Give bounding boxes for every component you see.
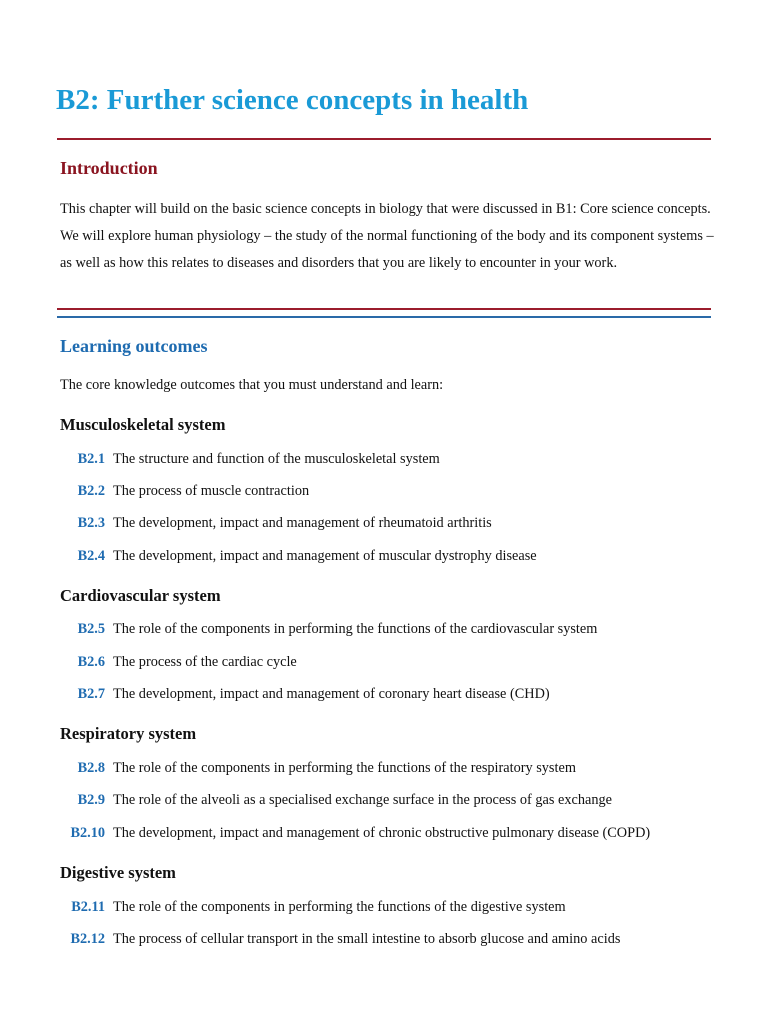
- introduction-divider-blue: [57, 316, 711, 318]
- outcome-code: B2.3: [77, 515, 105, 531]
- outcome-text: The process of cellular transport in the small intestine to absorb glucose and amino acids: [113, 931, 621, 947]
- introduction-heading: Introduction: [60, 158, 158, 178]
- introduction-text: This chapter will build on the basic science concepts in biology that were discussed in B1: Core science concepts. We will explore human physiology – the study of the normal functioning of the body and its component systems – as well as how this relates to diseases and disorders that you are likely to encounter in your work.: [60, 201, 714, 271]
- outcome-item: [0, 792, 768, 812]
- outcome-item: [0, 931, 768, 951]
- outcome-text: The role of the components in performing the functions of the digestive system: [113, 899, 566, 915]
- outcome-item: [0, 686, 768, 706]
- outcome-text: The process of the cardiac cycle: [113, 654, 297, 670]
- outcome-code: B2.1: [77, 451, 105, 467]
- outcome-text: The development, impact and management of chronic obstructive pulmonary disease (COPD): [113, 825, 651, 841]
- outcome-code: B2.9: [77, 792, 105, 808]
- learning-outcomes-heading: Learning outcomes: [60, 336, 208, 356]
- outcome-text: The process of muscle contraction: [113, 483, 310, 499]
- outcome-code: B2.10: [70, 825, 105, 841]
- outcome-code: B2.6: [77, 654, 105, 670]
- introduction-divider-red: [57, 308, 711, 310]
- section-heading-digestive: Digestive system: [60, 863, 176, 882]
- outcome-item: [0, 654, 768, 674]
- outcome-item: [0, 515, 768, 535]
- learning-outcomes-lead: The core knowledge outcomes that you must understand and learn:: [60, 377, 444, 393]
- outcome-code: B2.12: [70, 931, 105, 947]
- outcome-code: B2.2: [77, 483, 105, 499]
- outcome-text: The role of the alveoli as a specialised exchange surface in the process of gas exchange: [113, 792, 612, 808]
- outcome-text: The structure and function of the musculoskeletal system: [113, 451, 440, 467]
- section-heading-musculoskeletal: Musculoskeletal system: [60, 415, 226, 434]
- outcome-text: The development, impact and management of rheumatoid arthritis: [113, 515, 492, 531]
- outcome-item: [0, 760, 768, 780]
- outcome-item: [0, 621, 768, 641]
- outcome-item: [0, 483, 768, 503]
- section-heading-respiratory: Respiratory system: [60, 724, 197, 743]
- outcome-text: The development, impact and management of coronary heart disease (CHD): [113, 686, 550, 702]
- outcome-item: [0, 899, 768, 919]
- outcome-text: The role of the components in performing the functions of the cardiovascular system: [113, 621, 598, 637]
- outcome-text: The role of the components in performing the functions of the respiratory system: [113, 760, 576, 776]
- outcome-item: [0, 825, 768, 845]
- outcome-code: B2.4: [77, 548, 105, 564]
- page-title: B2: Further science concepts in health: [56, 84, 529, 116]
- outcome-item: [0, 548, 768, 568]
- title-divider: [57, 138, 711, 140]
- outcome-item: [0, 451, 768, 471]
- outcome-code: B2.8: [77, 760, 105, 776]
- outcome-code: B2.11: [71, 899, 105, 915]
- outcome-text: The development, impact and management of muscular dystrophy disease: [113, 548, 537, 564]
- outcome-code: B2.5: [77, 621, 105, 637]
- section-heading-cardiovascular: Cardiovascular system: [60, 586, 221, 605]
- outcome-code: B2.7: [77, 686, 105, 702]
